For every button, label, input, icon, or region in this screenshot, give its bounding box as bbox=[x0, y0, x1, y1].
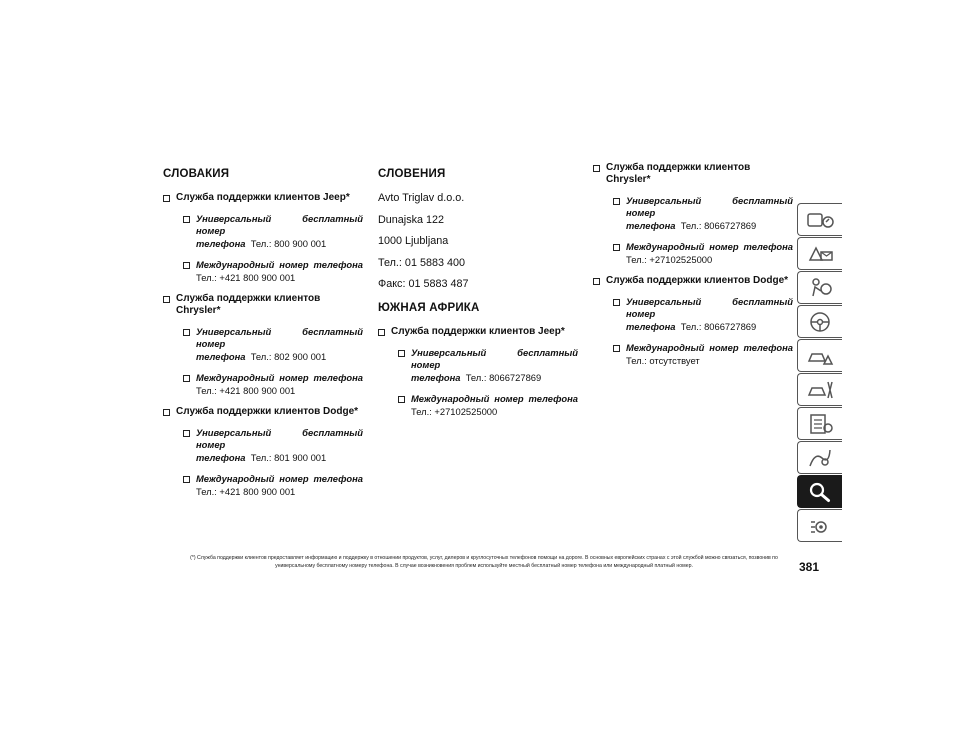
free-number-line2 bbox=[411, 372, 541, 383]
list-item bbox=[163, 293, 363, 317]
heading-slovakia: СЛОВАКИЯ bbox=[163, 168, 230, 180]
list-item bbox=[593, 275, 793, 287]
service-title: Служба поддержки клиентов Jeep* bbox=[391, 326, 565, 337]
free-number-tel: Тел.: 8066727869 bbox=[460, 371, 542, 383]
free-number-label: Универсальный бесплатный номер bbox=[196, 427, 363, 451]
list-item bbox=[398, 393, 578, 418]
free-number-tel: Тел.: 801 900 001 bbox=[245, 451, 327, 463]
list-item bbox=[398, 347, 578, 384]
free-number-label: Универсальный бесплатный номер bbox=[626, 296, 793, 320]
free-number-line2 bbox=[626, 321, 756, 332]
list-item bbox=[613, 195, 793, 232]
list-item bbox=[183, 259, 363, 284]
tab-specifications[interactable] bbox=[797, 407, 842, 440]
intl-number-label: Международный номер телефона bbox=[196, 259, 363, 271]
city-address: 1000 Ljubljana bbox=[378, 235, 449, 247]
dashboard-icon bbox=[805, 208, 835, 232]
checkbox-square-icon bbox=[398, 350, 405, 357]
column-slovakia bbox=[163, 168, 363, 507]
service-title: Служба поддержки клиентов Chrysler* bbox=[606, 162, 751, 185]
intl-number-label: Международный номер телефона bbox=[626, 241, 793, 253]
free-number-label-end: телефона bbox=[196, 350, 246, 362]
service-title: Служба поддержки клиентов Chrysler* bbox=[176, 293, 321, 317]
checkbox-square-icon bbox=[593, 278, 600, 285]
column-slovenia bbox=[378, 168, 578, 427]
intl-number-label: Международный номер телефона bbox=[196, 473, 363, 485]
checkbox-square-icon bbox=[183, 216, 190, 223]
free-number-label: Универсальный бесплатный номер bbox=[196, 326, 363, 350]
tab-index[interactable] bbox=[797, 509, 842, 542]
tab-multimedia[interactable] bbox=[797, 441, 842, 474]
checkbox-square-icon bbox=[613, 198, 620, 205]
free-number-tel: Тел.: 802 900 001 bbox=[245, 350, 327, 362]
car-warning-icon bbox=[805, 344, 835, 368]
checkbox-square-icon bbox=[613, 299, 620, 306]
checklist-icon bbox=[805, 412, 835, 436]
checkbox-square-icon bbox=[163, 195, 170, 202]
service-title: Служба поддержки клиентов Dodge* bbox=[606, 275, 789, 287]
tab-service[interactable] bbox=[797, 373, 842, 406]
free-number-line2 bbox=[196, 238, 326, 249]
settings-icon bbox=[805, 514, 835, 538]
checkbox-square-icon bbox=[613, 345, 620, 352]
checkbox-square-icon bbox=[183, 262, 190, 269]
checkbox-square-icon bbox=[593, 165, 600, 172]
tab-safety[interactable] bbox=[797, 271, 842, 304]
list-item bbox=[593, 162, 793, 186]
intl-number-label: Международный номер телефона bbox=[626, 342, 793, 354]
company-name: Avto Triglav d.o.o. bbox=[378, 192, 465, 204]
free-number-tel: Тел.: 8066727869 bbox=[675, 219, 757, 231]
heading-slovenia: СЛОВЕНИЯ bbox=[378, 168, 446, 180]
list-item bbox=[183, 427, 363, 464]
list-item bbox=[378, 326, 578, 338]
free-number-label-end: телефона bbox=[196, 451, 246, 463]
list-item bbox=[183, 473, 363, 498]
checkbox-square-icon bbox=[163, 409, 170, 416]
free-number-tel: Тел.: 8066727869 bbox=[675, 320, 757, 332]
magnifier-icon bbox=[805, 480, 835, 504]
tab-emergency[interactable] bbox=[797, 339, 842, 372]
free-number-label-end: телефона bbox=[411, 371, 461, 383]
free-number-label: Универсальный бесплатный номер bbox=[411, 347, 578, 371]
intl-number-tel: Тел.: +27102525000 bbox=[626, 253, 713, 265]
checkbox-square-icon bbox=[398, 396, 405, 403]
free-number-label: Универсальный бесплатный номер bbox=[196, 213, 363, 237]
tab-customer-assistance[interactable] bbox=[797, 475, 842, 508]
heading-south-africa: ЮЖНАЯ АФРИКА bbox=[378, 302, 480, 314]
service-title: Служба поддержки клиентов Dodge* bbox=[176, 406, 359, 418]
list-item bbox=[163, 192, 363, 204]
intl-number-tel: Тел.: +421 800 900 001 bbox=[196, 485, 296, 497]
intl-number-tel: Тел.: +421 800 900 001 bbox=[196, 384, 296, 396]
page-number: 381 bbox=[799, 560, 820, 574]
footnote: (*) Служба поддержки клиентов предоставляет информацию и поддержку в отношении продуктов, услуг, дилеров и круглосуточных телефонов помощи на дороге. В основных европейских странах с этой службой можно связаться, позвонив по универсальному бесплатному номеру телефона. В случае возникновения проблем используйте местный бесплатный номер телефона или международный платный номер. bbox=[190, 555, 778, 569]
tab-dashboard[interactable] bbox=[797, 203, 842, 236]
free-number-label-end: телефона bbox=[196, 237, 246, 249]
service-tools-icon bbox=[805, 378, 835, 402]
checkbox-square-icon bbox=[163, 296, 170, 303]
checkbox-square-icon bbox=[183, 476, 190, 483]
free-number-tel: Тел.: 800 900 001 bbox=[245, 237, 327, 249]
mail-warning-icon bbox=[805, 242, 835, 266]
checkbox-square-icon bbox=[378, 329, 385, 336]
tab-messages[interactable] bbox=[797, 237, 842, 270]
list-item bbox=[163, 406, 363, 418]
intl-number-label: Международный номер телефона bbox=[411, 393, 578, 405]
tab-driving[interactable] bbox=[797, 305, 842, 338]
gps-route-icon bbox=[805, 446, 835, 470]
checkbox-square-icon bbox=[183, 375, 190, 382]
free-number-label-end: телефона bbox=[626, 219, 676, 231]
intl-number-tel: Тел.: +421 800 900 001 bbox=[196, 271, 296, 283]
list-item bbox=[613, 342, 793, 367]
list-item bbox=[183, 372, 363, 397]
free-number-line2 bbox=[626, 220, 756, 231]
free-number-line2 bbox=[196, 351, 326, 362]
checkbox-square-icon bbox=[613, 244, 620, 251]
column-south-africa-cont bbox=[593, 162, 793, 376]
airbag-icon bbox=[805, 276, 835, 300]
fax-number: Факс: 01 5883 487 bbox=[378, 278, 469, 290]
steering-icon bbox=[805, 310, 835, 334]
free-number-label: Универсальный бесплатный номер bbox=[626, 195, 793, 219]
checkbox-square-icon bbox=[183, 329, 190, 336]
street-address: Dunajska 122 bbox=[378, 213, 445, 226]
intl-number-tel: Тел.: +27102525000 bbox=[411, 405, 498, 417]
free-number-line2 bbox=[196, 452, 326, 463]
list-item bbox=[183, 213, 363, 250]
checkbox-square-icon bbox=[183, 430, 190, 437]
list-item bbox=[613, 241, 793, 266]
list-item bbox=[613, 296, 793, 333]
intl-number-tel: Тел.: отсутствует bbox=[626, 354, 700, 366]
phone-number: Тел.: 01 5883 400 bbox=[378, 256, 465, 269]
list-item bbox=[183, 326, 363, 363]
service-title: Служба поддержки клиентов Jeep* bbox=[176, 192, 350, 203]
intl-number-label: Международный номер телефона bbox=[196, 372, 363, 384]
free-number-label-end: телефона bbox=[626, 320, 676, 332]
